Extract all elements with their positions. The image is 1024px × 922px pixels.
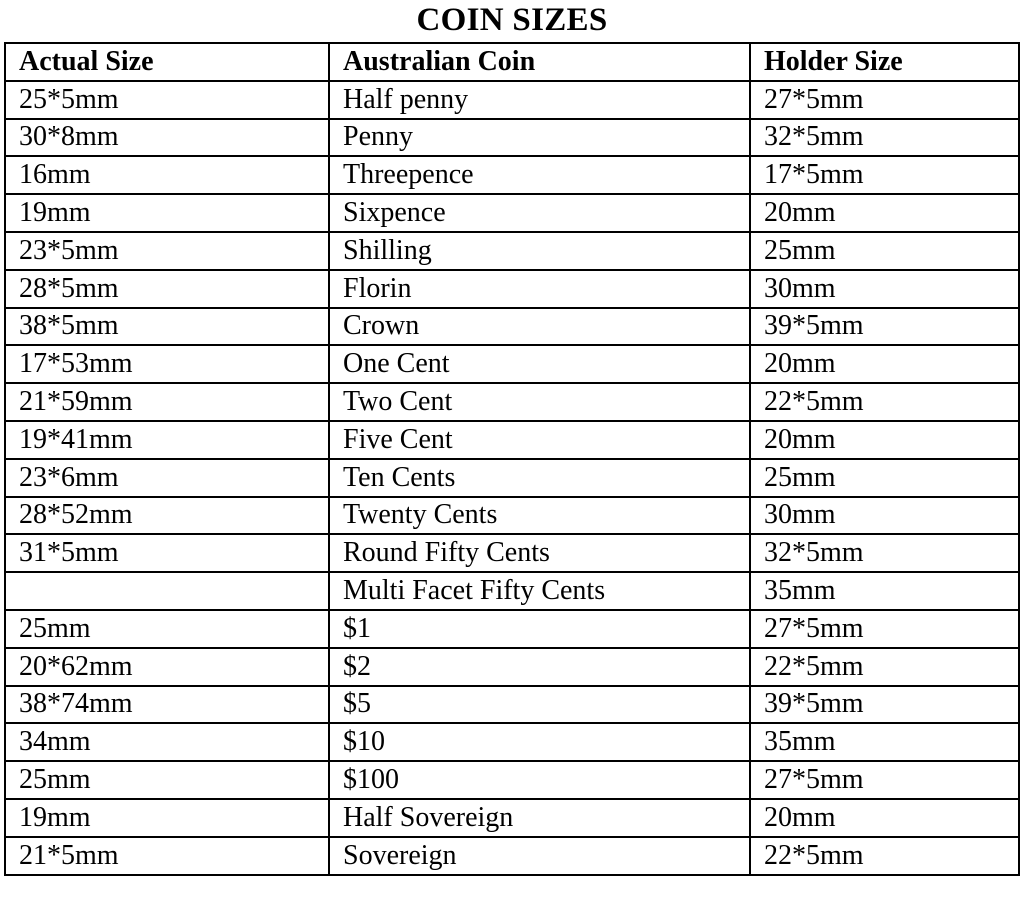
actual-size-cell: 38*74mm <box>5 686 329 724</box>
holder-size-cell: 35mm <box>750 723 1019 761</box>
table-row <box>5 534 1019 572</box>
table-row <box>5 723 1019 761</box>
australian-coin-cell: Five Cent <box>329 421 750 459</box>
column-header-australian-coin: Australian Coin <box>329 43 750 81</box>
column-header-holder-size: Holder Size <box>750 43 1019 81</box>
table-row <box>5 497 1019 535</box>
holder-size-cell: 20mm <box>750 421 1019 459</box>
table-row <box>5 194 1019 232</box>
holder-size-cell: 27*5mm <box>750 761 1019 799</box>
table-row <box>5 610 1019 648</box>
actual-size-cell: 19mm <box>5 799 329 837</box>
table-row <box>5 686 1019 724</box>
actual-size-cell: 23*6mm <box>5 459 329 497</box>
holder-size-cell: 20mm <box>750 799 1019 837</box>
australian-coin-cell: Shilling <box>329 232 750 270</box>
table-row <box>5 119 1019 157</box>
australian-coin-cell: $10 <box>329 723 750 761</box>
table-row <box>5 308 1019 346</box>
holder-size-cell: 25mm <box>750 232 1019 270</box>
holder-size-cell: 39*5mm <box>750 308 1019 346</box>
table-row <box>5 383 1019 421</box>
table-row <box>5 81 1019 119</box>
page-title: COIN SIZES <box>416 2 608 38</box>
holder-size-cell: 30mm <box>750 270 1019 308</box>
actual-size-cell: 16mm <box>5 156 329 194</box>
actual-size-cell: 28*52mm <box>5 497 329 535</box>
actual-size-cell: 25mm <box>5 761 329 799</box>
coin-sizes-table <box>4 42 1020 876</box>
holder-size-cell: 35mm <box>750 572 1019 610</box>
actual-size-cell: 30*8mm <box>5 119 329 157</box>
holder-size-cell: 27*5mm <box>750 610 1019 648</box>
table-row <box>5 232 1019 270</box>
actual-size-cell: 23*5mm <box>5 232 329 270</box>
actual-size-cell: 25mm <box>5 610 329 648</box>
australian-coin-cell: Florin <box>329 270 750 308</box>
holder-size-cell: 20mm <box>750 194 1019 232</box>
actual-size-cell: 17*53mm <box>5 345 329 383</box>
table-row <box>5 837 1019 875</box>
actual-size-cell <box>5 572 329 610</box>
australian-coin-cell: Sixpence <box>329 194 750 232</box>
australian-coin-cell: Twenty Cents <box>329 497 750 535</box>
australian-coin-cell: Multi Facet Fifty Cents <box>329 572 750 610</box>
holder-size-cell: 39*5mm <box>750 686 1019 724</box>
holder-size-cell: 17*5mm <box>750 156 1019 194</box>
australian-coin-cell: Half penny <box>329 81 750 119</box>
table-row <box>5 421 1019 459</box>
australian-coin-cell: $100 <box>329 761 750 799</box>
australian-coin-cell: $1 <box>329 610 750 648</box>
actual-size-cell: 19mm <box>5 194 329 232</box>
australian-coin-cell: Half Sovereign <box>329 799 750 837</box>
table-header-row <box>5 43 1019 81</box>
actual-size-cell: 21*59mm <box>5 383 329 421</box>
holder-size-cell: 32*5mm <box>750 119 1019 157</box>
table-body <box>5 81 1019 875</box>
holder-size-cell: 25mm <box>750 459 1019 497</box>
actual-size-cell: 34mm <box>5 723 329 761</box>
actual-size-cell: 21*5mm <box>5 837 329 875</box>
australian-coin-cell: $2 <box>329 648 750 686</box>
holder-size-cell: 27*5mm <box>750 81 1019 119</box>
australian-coin-cell: One Cent <box>329 345 750 383</box>
australian-coin-cell: Threepence <box>329 156 750 194</box>
table-row <box>5 270 1019 308</box>
australian-coin-cell: Two Cent <box>329 383 750 421</box>
holder-size-cell: 22*5mm <box>750 837 1019 875</box>
holder-size-cell: 32*5mm <box>750 534 1019 572</box>
table-row <box>5 572 1019 610</box>
column-header-actual-size: Actual Size <box>5 43 329 81</box>
holder-size-cell: 22*5mm <box>750 383 1019 421</box>
australian-coin-cell: Crown <box>329 308 750 346</box>
actual-size-cell: 28*5mm <box>5 270 329 308</box>
table-row <box>5 345 1019 383</box>
holder-size-cell: 30mm <box>750 497 1019 535</box>
table-row <box>5 156 1019 194</box>
actual-size-cell: 25*5mm <box>5 81 329 119</box>
holder-size-cell: 20mm <box>750 345 1019 383</box>
actual-size-cell: 20*62mm <box>5 648 329 686</box>
actual-size-cell: 31*5mm <box>5 534 329 572</box>
holder-size-cell: 22*5mm <box>750 648 1019 686</box>
australian-coin-cell: $5 <box>329 686 750 724</box>
table-row <box>5 459 1019 497</box>
australian-coin-cell: Penny <box>329 119 750 157</box>
table-row <box>5 799 1019 837</box>
table-row <box>5 648 1019 686</box>
australian-coin-cell: Round Fifty Cents <box>329 534 750 572</box>
australian-coin-cell: Ten Cents <box>329 459 750 497</box>
australian-coin-cell: Sovereign <box>329 837 750 875</box>
actual-size-cell: 19*41mm <box>5 421 329 459</box>
table-row <box>5 761 1019 799</box>
actual-size-cell: 38*5mm <box>5 308 329 346</box>
